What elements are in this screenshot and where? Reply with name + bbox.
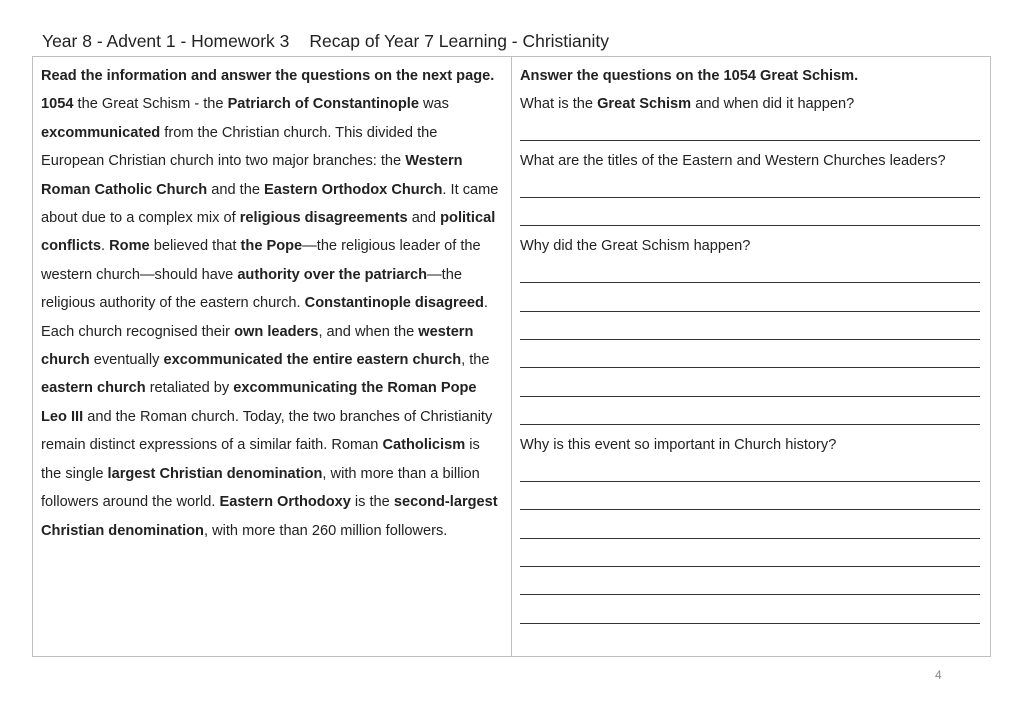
answer-line[interactable]: [520, 346, 980, 374]
passage-key-term: excommunicated the entire eastern church: [163, 352, 462, 369]
passage-text: is the: [350, 494, 394, 511]
passage-key-term: excommunicated: [41, 124, 161, 141]
answer-line[interactable]: [520, 176, 980, 204]
passage-key-term: Eastern Orthodox Church: [264, 181, 443, 198]
passage-key-term: own leaders: [234, 323, 319, 340]
answer-line[interactable]: [520, 261, 980, 289]
passage-text: . It came about due to a complex mix of: [41, 181, 499, 227]
content-table: [32, 56, 991, 657]
answer-line[interactable]: [520, 119, 980, 147]
answer-line[interactable]: [520, 403, 980, 431]
question-1-text: What is the: [520, 96, 598, 113]
answer-line[interactable]: [520, 488, 980, 516]
passage-text: believed that: [149, 238, 241, 255]
questions-column: [512, 57, 990, 656]
questions-heading: [520, 62, 980, 90]
answer-line[interactable]: [520, 204, 980, 232]
header-title: Year 8 - Advent 1 - Homework 3: [42, 31, 290, 51]
passage-text: the Great Schism - the: [73, 96, 228, 113]
passage-key-term: political conflicts: [41, 210, 496, 255]
answer-line[interactable]: [520, 545, 980, 573]
passage-text: , with more than a billion followers around the world.: [41, 465, 480, 511]
information-passage: [41, 96, 498, 538]
page-header: [42, 31, 609, 52]
questions-heading-text: Answer the questions on the 1054 Great Schism.: [520, 68, 859, 84]
passage-text: .: [101, 238, 110, 255]
question-1-text-end: and when did it happen?: [691, 96, 855, 113]
passage-key-term: 1054: [41, 96, 74, 113]
passage-text: and: [407, 210, 441, 227]
question-1-term: Great Schism: [597, 96, 692, 113]
answer-line[interactable]: [520, 459, 980, 487]
answer-line[interactable]: [520, 374, 980, 402]
answer-line[interactable]: [520, 289, 980, 317]
passage-key-term: Rome: [109, 238, 150, 255]
passage-text: —the religious authority of the eastern church.: [41, 266, 462, 312]
question-4: Why is this event so important in Church history?: [520, 437, 837, 454]
answer-line[interactable]: [520, 516, 980, 544]
instruction-text: Read the information and answer the questions on the next page.: [41, 68, 495, 84]
passage-text: , and when the: [318, 323, 419, 340]
page-number: 4: [935, 668, 942, 682]
passage-text: retaliated by: [145, 380, 234, 397]
passage-text: . Each church recognised their: [41, 295, 488, 340]
header-subtitle: Recap of Year 7 Learning - Christianity: [309, 31, 610, 51]
passage-text: from the Christian church. This divided the European Christian church into two major branches: the: [41, 124, 438, 170]
passage-key-term: Catholicism: [382, 437, 466, 454]
question-2: What are the titles of the Eastern and Western Churches leaders?: [520, 153, 946, 170]
answer-line[interactable]: [520, 318, 980, 346]
passage-key-term: Constantinople disagreed: [304, 295, 484, 312]
passage-text: was: [418, 96, 449, 113]
passage-key-term: the Pope: [240, 238, 303, 255]
passage-key-term: Western Roman Catholic Church: [41, 153, 463, 198]
answer-line[interactable]: [520, 573, 980, 601]
passage-text: is the single: [41, 437, 480, 482]
passage-text: and the: [207, 181, 265, 198]
passage-key-term: largest Christian denomination: [107, 465, 323, 482]
passage-text: —the religious leader of the western church—should have: [41, 238, 481, 283]
passage-text: , with more than 260 million followers.: [203, 522, 448, 539]
passage-key-term: excommunicating the Roman Pope Leo III: [41, 380, 477, 425]
answer-line[interactable]: [520, 601, 980, 629]
passage-key-term: Patriarch of Constantinople: [227, 96, 419, 113]
passage-text: , the: [461, 352, 490, 369]
information-column: [33, 57, 512, 656]
passage-key-term: authority over the patriarch: [237, 266, 428, 283]
question-3: Why did the Great Schism happen?: [520, 238, 751, 255]
passage-text: eventually: [89, 352, 164, 369]
passage-key-term: western church: [41, 323, 474, 369]
passage-key-term: religious disagreements: [239, 210, 408, 227]
passage-key-term: second-largest Christian denomination: [41, 494, 498, 539]
question-1: [520, 90, 980, 118]
passage-key-term: eastern church: [41, 380, 146, 397]
passage-text: and the Roman church. Today, the two branches of Christianity remain distinct expressions of a similar faith. Roman: [41, 408, 493, 454]
information-text: [41, 62, 504, 545]
passage-key-term: Eastern Orthodoxy: [219, 494, 351, 511]
